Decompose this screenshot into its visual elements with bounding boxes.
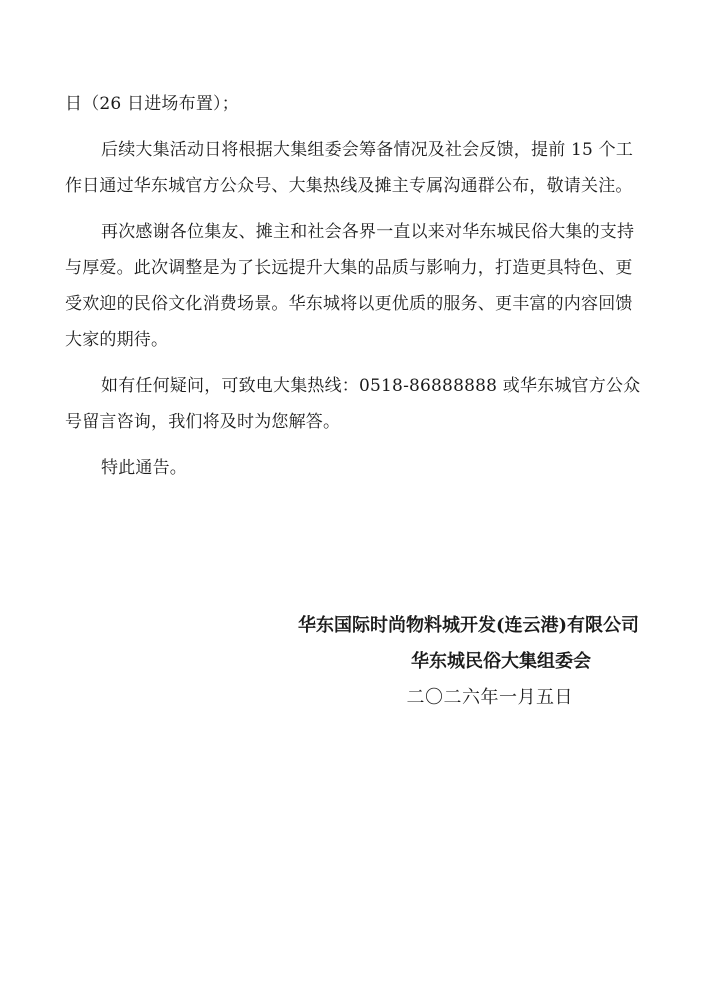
signature-block — [239, 608, 639, 716]
paragraph-follow-up-schedule: 后续大集活动日将根据大集组委会筹备情况及社会反馈，提前 15 个工作日通过华东城官方公众号、大集热线及摊主专属沟通群公布，敬请关注。 — [65, 140, 634, 196]
signature-committee: 华东城民俗大集组委会 — [411, 651, 591, 672]
paragraph-closing: 特此通告。 — [101, 458, 187, 478]
signature-company: 华东国际时尚物料城开发(连云港)有限公司 — [297, 615, 639, 636]
paragraph-thanks: 再次感谢各位集友、摊主和社会各界一直以来对华东城民俗大集的支持与厚爱。此次调整是为了长远提升大集的品质与影响力，打造更具特色、更受欢迎的民俗文化消费场景。华东城将以更优质的服务、更丰富的内容回馈大家的期待。 — [65, 222, 635, 350]
notice-body — [65, 86, 645, 496]
paragraph-contact: 如有任何疑问，可致电大集热线：0518-86888888 或华东城官方公众号留言咨询，我们将及时为您解答。 — [65, 376, 641, 432]
paragraph-continuation: 日（26 日进场布置）； — [65, 94, 239, 114]
signature-date: 二〇二六年一月五日 — [406, 687, 573, 708]
